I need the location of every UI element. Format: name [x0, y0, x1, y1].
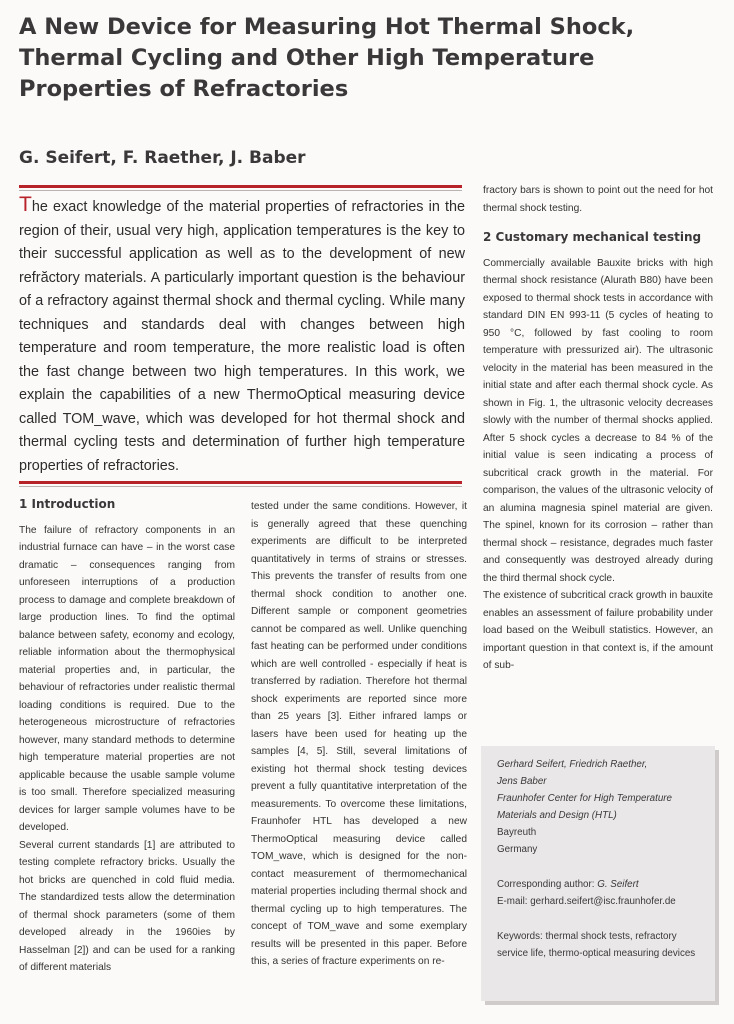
column-2: [251, 498, 467, 971]
intro-paragraph-1: The failure of refractory components in an industrial furnace can have – in the worst case dramatic – consequences ranging from unforeseen interruptions of a production process to damage and complete breakdown of large production lines. To find the optimal balance between safety, economy and ecology, reliable information about the thermophysical material properties and, in particular, the behaviour of refractories under realistic thermal loading conditions is required. Due to the heterogeneous microstructure of refractories however, many standard methods to determine high temperature material properties are not applicable because the usable sample volume is too small. Therefore specialized measuring devices for larger sample volumes have to be developed.: [19, 524, 235, 833]
section-heading-introduction: 1 Introduction: [19, 497, 116, 511]
box-country: Germany: [497, 844, 538, 855]
abstract-rule-red: [19, 481, 462, 484]
title-rule-red: [19, 185, 462, 188]
article-authors: G. Seifert, F. Raether, J. Baber: [19, 148, 306, 168]
title-rule-grey: [19, 190, 462, 191]
box-corresponding-author: [497, 876, 709, 893]
column-3-intro: fractory bars is shown to point out the need for hot thermal shock testing.: [483, 185, 713, 214]
box-author-line-1: Gerhard Seifert, Friedrich Raether,: [497, 759, 648, 770]
intro-paragraph-2: Several current standards [1] are attributed to testing complete refractory bricks. Usually the hot bricks are quenched in cold fluid media. The standardized tests allow the determination of thermal shock parameters (some of them developed already in the 1960ies by Hasselman [2]) and can be used for a ranking of different materials: [19, 839, 235, 973]
abstract-initial-letter: T: [19, 193, 32, 216]
box-email: E-mail: gerhard.seifert@isc.fraunhofer.de: [497, 896, 676, 907]
author-info-box: [481, 746, 715, 1001]
article-title: A New Device for Measuring Hot Thermal Shock, Thermal Cycling and Other High Temperature Properties of Refractories: [19, 14, 635, 102]
column-1: [19, 496, 235, 977]
column-2-paragraph: tested under the same conditions. However, it is generally agreed that these quenching experiments are difficult to be interpreted quantitatively in terms of strains or stresses. This prevents the transfer of results from one thermal shock condition to another one. Different sample or component geometries cannot be compared as well. Unlike quenching fast heating can be performed under conditions which are well controlled - especially if heat is transferred by radiation. Therefore hot thermal shock experiments are reported since more than 25 years [3]. Either infrared lamps or lasers have been used for heating up the samples [4, 5]. Still, several limitations of existing hot thermal shock testing devices prevent a fully quantitative interpretation of the measurements. To overcome these limitations, Fraunhofer HTL has developed a new ThermoOptical measuring device called TOM_wave, which is designed for the non-contact measurement of thermomechanical material properties including thermal shock and thermal cycling up to high temperatures. The concept of TOM_wave and some exemplary results will be presented in this paper. Before this, a series of fracture experiments on re-: [251, 501, 467, 967]
abstract-rule-grey: [19, 486, 462, 487]
mechanical-testing-paragraph-2: The existence of subcritical crack growth in bauxite enables an assessment of failure probability under load based on the Weibull statistics. However, an important question in that context is, if the amount of sub-: [483, 590, 713, 671]
box-institution-line-2: Materials and Design (HTL): [497, 810, 617, 821]
box-institution-line-1: Fraunhofer Center for High Temperature: [497, 793, 672, 804]
corresponding-name: G. Seifert: [597, 879, 639, 890]
section-heading-mechanical-testing: 2 Customary mechanical testing: [483, 230, 702, 244]
abstract: [19, 193, 465, 478]
box-keywords: Keywords: thermal shock tests, refractory service life, thermo-optical measuring devices: [497, 931, 696, 959]
mechanical-testing-paragraph-1: Commercially available Bauxite bricks with high thermal shock resistance (Alurath B80) have been exposed to thermal shock tests in accordance with standard DIN EN 993-11 (5 cycles of heating to 950 °C, followed by fast cooling to room temperature with pressurized air). The ultrasonic velocity in the material has been measured in the initial state and after each thermal shock cycle. As shown in Fig. 1, the ultrasonic velocity decreases slowly with the number of thermal shocks applied. After 5 shock cycles a decrease to 84 % of the initial value is seen indicating a process of subcritical crack growth in the material. For comparison, the values of the ultrasonic velocity of an alumina magnesia spinel material are given. The spinel, known for its corrosion – rather than thermal shock – resistance, degrades much faster and consequently was destroyed already during the third thermal shock cycle.: [483, 257, 713, 584]
box-city: Bayreuth: [497, 827, 537, 838]
abstract-text: he exact knowledge of the material properties of refractories in the region of their, usual very high, application temperatures is the key to their successful application as well as to the development of new refrăctory materials. A particularly important question is the behaviour of a refractory against thermal shock and thermal cycling. While many techniques and standards deal with changes between high temperature and room temperature, the more realistic load is often the fast change between two high temperatures. In this work, we explain the capabilities of a new ThermoOptical measuring device called TOM_wave, which was developed for hot thermal shock and thermal cycling tests and determination of further high temperature properties of refractories.: [19, 199, 465, 474]
box-author-line-2: Jens Baber: [497, 776, 547, 787]
column-3: [483, 182, 713, 675]
corresponding-label: Corresponding author:: [497, 879, 595, 890]
